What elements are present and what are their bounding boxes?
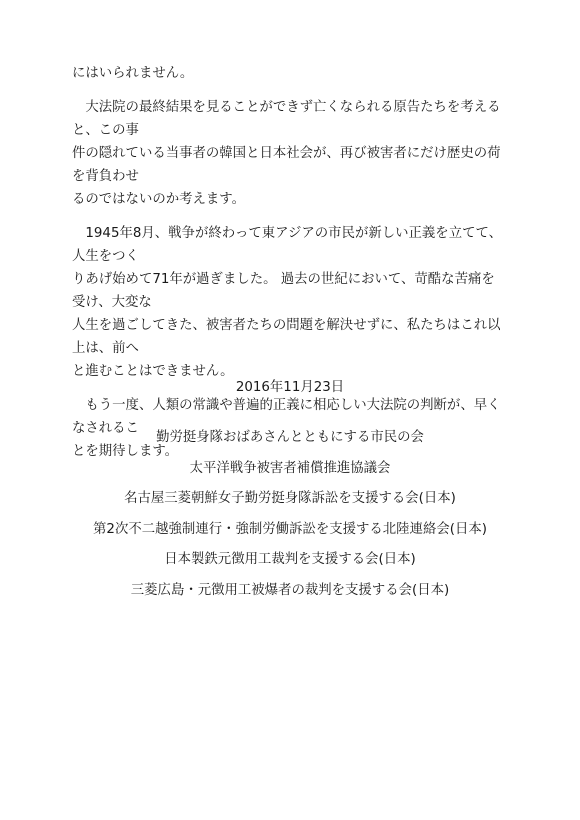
signatory-organization: 三菱広島・元徴用工被爆者の裁判を支援する会(日本): [130, 582, 450, 598]
signatory-organization: 勤労挺身隊おばあさんとともにする市民の会: [156, 430, 424, 445]
statement-body: [72, 62, 508, 474]
document-date: 2016年11月23日: [235, 380, 345, 395]
signatory-list: [0, 428, 580, 611]
paragraph-expectation: もう一度、人類の常識や普遍的正義に相応しい大法院の判断が、早くなされるこ とを期待します。: [72, 398, 501, 459]
signatory-organization: 名古屋三菱朝鮮女子勤労挺身隊訴訟を支援する会(日本): [124, 491, 456, 506]
paragraph-history: 1945年8月、戦争が終わって東アジアの市民が新しい正義を立てて、人生をつく りあげ始めて71年が過ぎました。 過去の世紀において、苛酷な苦痛を受け、大変な 人生を過ごしてきた、被害者たちの問題を解決せずに、私たちはこれ以上は、前へ と進むことはできません。: [72, 226, 502, 379]
paragraph-continuation: にはいられません。: [72, 66, 194, 81]
signatory-organization: 第2次不二越強制連行・強制労働訴訟を支援する北陸連絡会(日本): [93, 521, 487, 537]
paragraph-supreme-court: 大法院の最終結果を見ることができず亡くなられる原告たちを考えると、この事 件の隠れている当事者の韓国と日本社会が、再び被害者にだけ歴史の荷を背負わせ るのではないのか考えます。: [72, 100, 501, 207]
signatory-organization: 日本製鉄元徴用工裁判を支援する会(日本): [164, 552, 416, 567]
signatory-organization: 太平洋戦争被害者補償推進協議会: [189, 460, 391, 476]
